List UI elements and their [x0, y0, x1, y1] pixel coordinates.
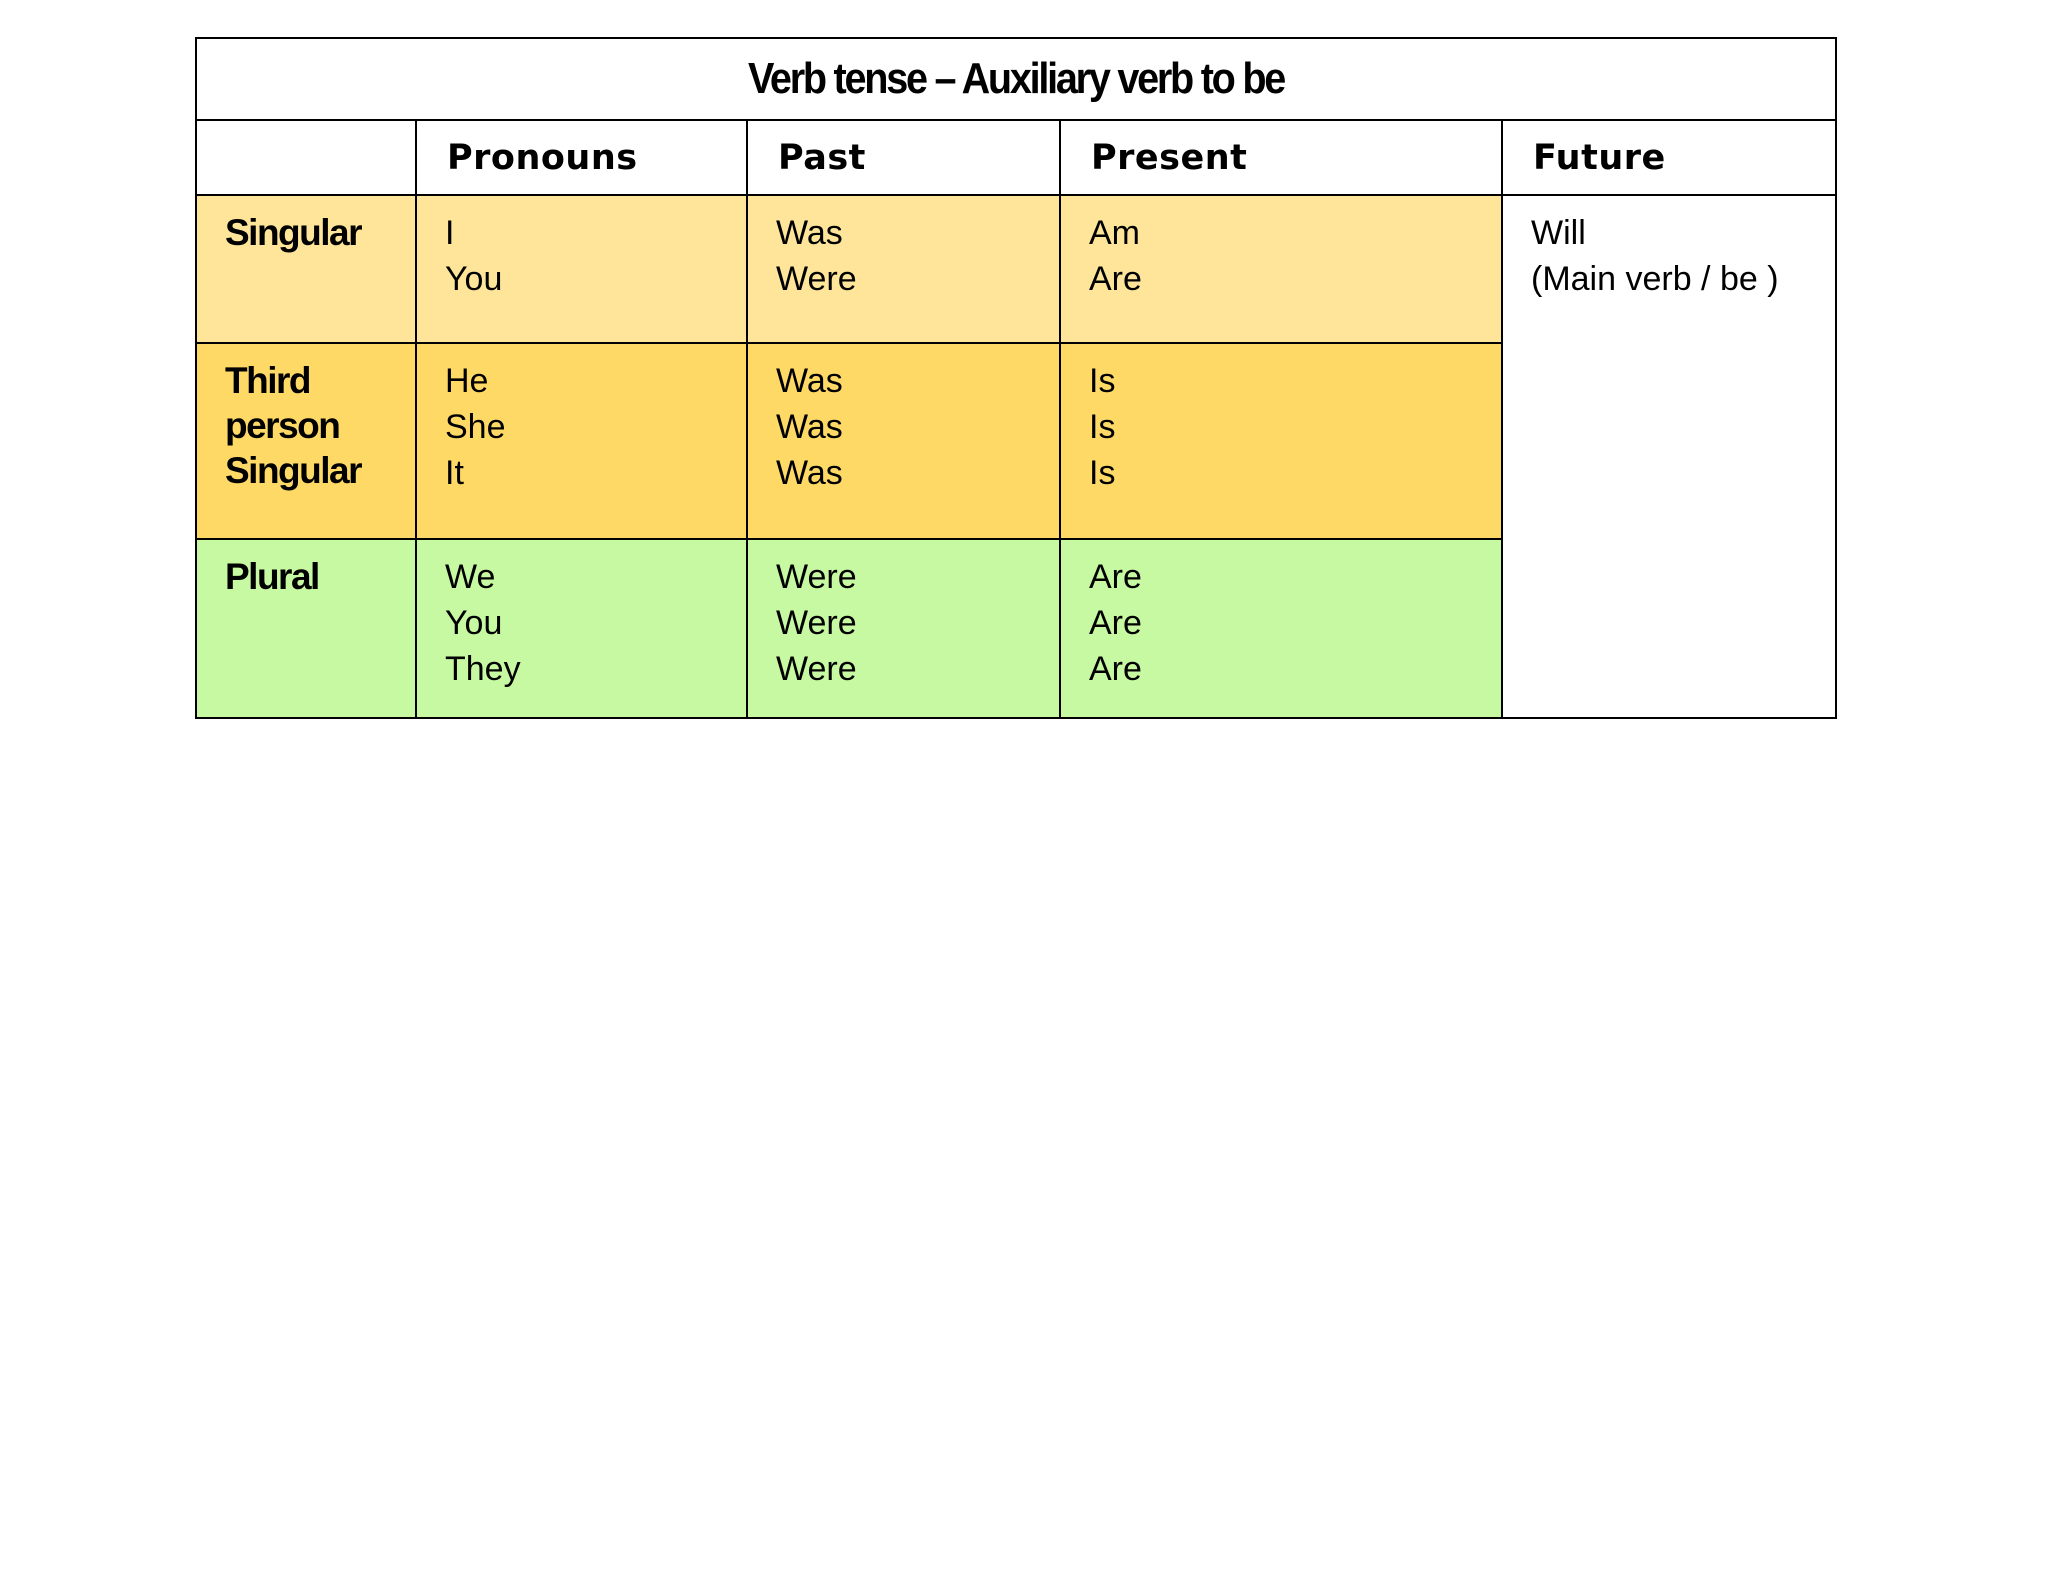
- header-present: Present: [1060, 120, 1502, 195]
- present-cell-plural: [1060, 539, 1502, 718]
- past-form: Were: [776, 558, 857, 596]
- header-row: [196, 120, 1836, 195]
- row-label-line: Singular: [225, 450, 362, 491]
- pronoun: You: [445, 604, 503, 642]
- pronoun: We: [445, 558, 496, 596]
- past-form: Were: [776, 260, 857, 298]
- past-form: Was: [776, 362, 843, 400]
- past-form: Was: [776, 408, 843, 446]
- present-form: Are: [1089, 260, 1142, 298]
- pronoun: It: [445, 454, 464, 492]
- present-form: Is: [1089, 408, 1116, 446]
- present-cell-singular: [1060, 195, 1502, 343]
- present-form: Are: [1089, 558, 1142, 596]
- future-note: (Main verb / be ): [1531, 260, 1779, 298]
- past-form: Was: [776, 214, 843, 252]
- pronoun: He: [445, 362, 489, 400]
- future-cell: [1502, 195, 1836, 718]
- present-cell-third-person: [1060, 343, 1502, 539]
- pronoun: They: [445, 650, 521, 688]
- past-cell-third-person: [747, 343, 1060, 539]
- present-form: Are: [1089, 604, 1142, 642]
- present-form: Is: [1089, 454, 1116, 492]
- past-form: Was: [776, 454, 843, 492]
- row-label-line: Singular: [225, 212, 362, 253]
- pronouns-cell-plural: [416, 539, 747, 718]
- header-corner: [196, 120, 416, 195]
- row-singular: [196, 195, 1836, 343]
- row-label-line: Plural: [225, 556, 319, 597]
- present-form: Am: [1089, 214, 1140, 252]
- table-title: Verb tense – Auxiliary verb to be: [278, 38, 1754, 120]
- row-label-third-person: [196, 343, 416, 539]
- present-form: Are: [1089, 650, 1142, 688]
- row-label-line: Third: [225, 360, 310, 401]
- row-label-plural: [196, 539, 416, 718]
- past-cell-plural: [747, 539, 1060, 718]
- row-label-line: person: [225, 405, 340, 446]
- pronoun: She: [445, 408, 506, 446]
- pronouns-cell-third-person: [416, 343, 747, 539]
- verb-tense-table: [195, 37, 1837, 719]
- pronoun: I: [445, 214, 455, 252]
- pronoun: You: [445, 260, 503, 298]
- header-future: Future: [1502, 120, 1836, 195]
- past-cell-singular: [747, 195, 1060, 343]
- past-form: Were: [776, 604, 857, 642]
- past-form: Were: [776, 650, 857, 688]
- header-past: Past: [747, 120, 1060, 195]
- present-form: Is: [1089, 362, 1116, 400]
- row-label-singular: [196, 195, 416, 343]
- pronouns-cell-singular: [416, 195, 747, 343]
- future-form: Will: [1531, 214, 1586, 252]
- header-pronouns: Pronouns: [416, 120, 747, 195]
